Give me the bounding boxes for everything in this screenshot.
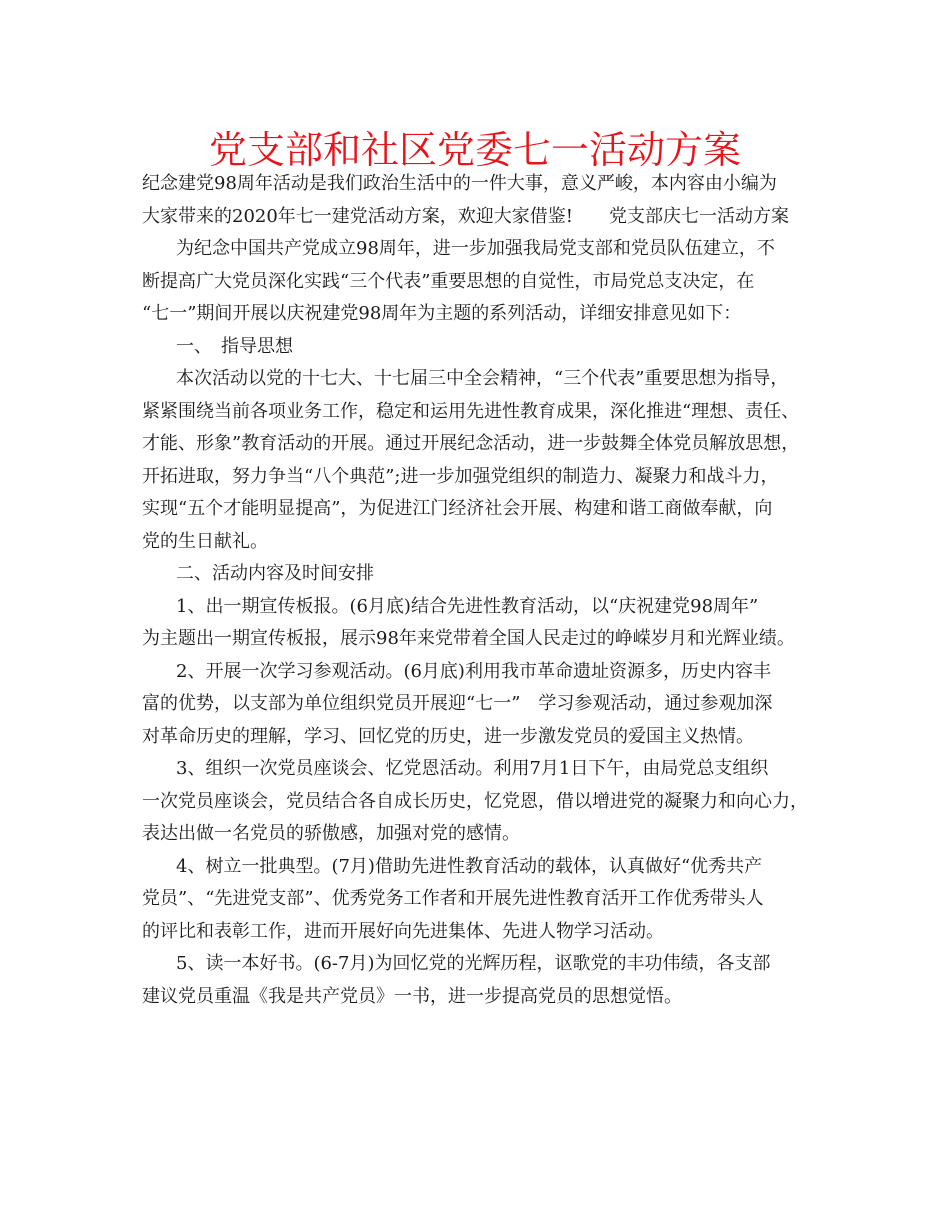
paragraph-line: 才能、形象”教育活动的开展。通过开展纪念活动，进一步鼓舞全体党员解放思想，	[142, 433, 800, 454]
paragraph-line: 一、 指导思想	[176, 335, 293, 357]
document-body	[142, 168, 832, 1013]
paragraph-line: 党的生日献礼。	[142, 530, 268, 552]
paragraph-line: “七一”期间开展以庆祝建党98周年为主题的系列活动，详细安排意见如下：	[142, 303, 742, 324]
paragraph-line: 1、出一期宣传板报。(6月底)结合先进性教育活动，以“庆祝建党98周年”	[176, 595, 759, 617]
paragraph-line: 建议党员重温《我是共产党员》一书，进一步提高党员的思想觉悟。	[142, 985, 682, 1007]
paragraph-line: 3、组织一次党员座谈会、忆党恩活动。利用7月1日下午，由局党总支组织	[176, 758, 769, 779]
paragraph-line: 党员”、“先进党支部”、优秀党务工作者和开展先进性教育活开工作优秀带头人	[142, 888, 764, 909]
paragraph-line: 大家带来的2020年七一建党活动方案，欢迎大家借鉴! 党支部庆七一活动方案	[142, 205, 790, 227]
paragraph-line: 一次党员座谈会，党员结合各自成长历史，忆党恩，借以增进党的凝聚力和向心力，	[142, 790, 808, 812]
paragraph-line: 本次活动以党的十七大、十七届三中全会精神，“三个代表”重要思想为指导，	[176, 368, 789, 389]
paragraph-line: 为纪念中国共产党成立98周年，进一步加强我局党支部和党员队伍建立，不	[176, 238, 775, 259]
paragraph-line: 表达出做一名党员的骄傲感，加强对党的感情。	[142, 823, 520, 844]
paragraph-line: 开拓进取，努力争当“八个典范”;进一步加强党组织的制造力、凝聚力和战斗力，	[142, 465, 779, 487]
paragraph-line: 的评比和表彰工作，进而开展好向先进集体、先进人物学习活动。	[142, 920, 664, 942]
paragraph-line: 纪念建党98周年活动是我们政治生活中的一件大事，意义严峻，本内容由小编为	[142, 173, 777, 194]
paragraph-line: 为主题出一期宣传板报，展示98年来党带着全国人民走过的峥嵘岁月和光辉业绩。	[142, 628, 795, 649]
document-title: 党支部和社区党委七一活动方案	[208, 128, 741, 172]
paragraph-line: 二、活动内容及时间安排	[176, 563, 374, 584]
paragraph-line: 5、读一本好书。(6-7月)为回忆党的光辉历程，讴歌党的丰功伟绩，各支部	[176, 953, 771, 974]
paragraph-line: 对革命历史的理解，学习、回忆党的历史，进一步激发党员的爱国主义热情。	[142, 725, 754, 747]
paragraph-line: 实现“五个才能明显提高”，为促进江门经济社会开展、构建和谐工商做奉献，向	[142, 498, 773, 519]
paragraph-line: 紧紧围绕当前各项业务工作，稳定和运用先进性教育成果，深化推进“理想、责任、	[142, 400, 800, 422]
paragraph-line: 富的优势，以支部为单位组织党员开展迎“七一” 学习参观活动，通过参观加深	[142, 693, 773, 714]
paragraph-line: 2、开展一次学习参观活动。(6月底)利用我市革命遗址资源多，历史内容丰	[176, 660, 771, 682]
paragraph-line: 4、树立一批典型。(7月)借助先进性教育活动的载体，认真做好“优秀共产	[176, 855, 763, 877]
paragraph-line: 断提高广大党员深化实践“三个代表”重要思想的自觉性，市局党总支决定，在	[142, 270, 755, 292]
